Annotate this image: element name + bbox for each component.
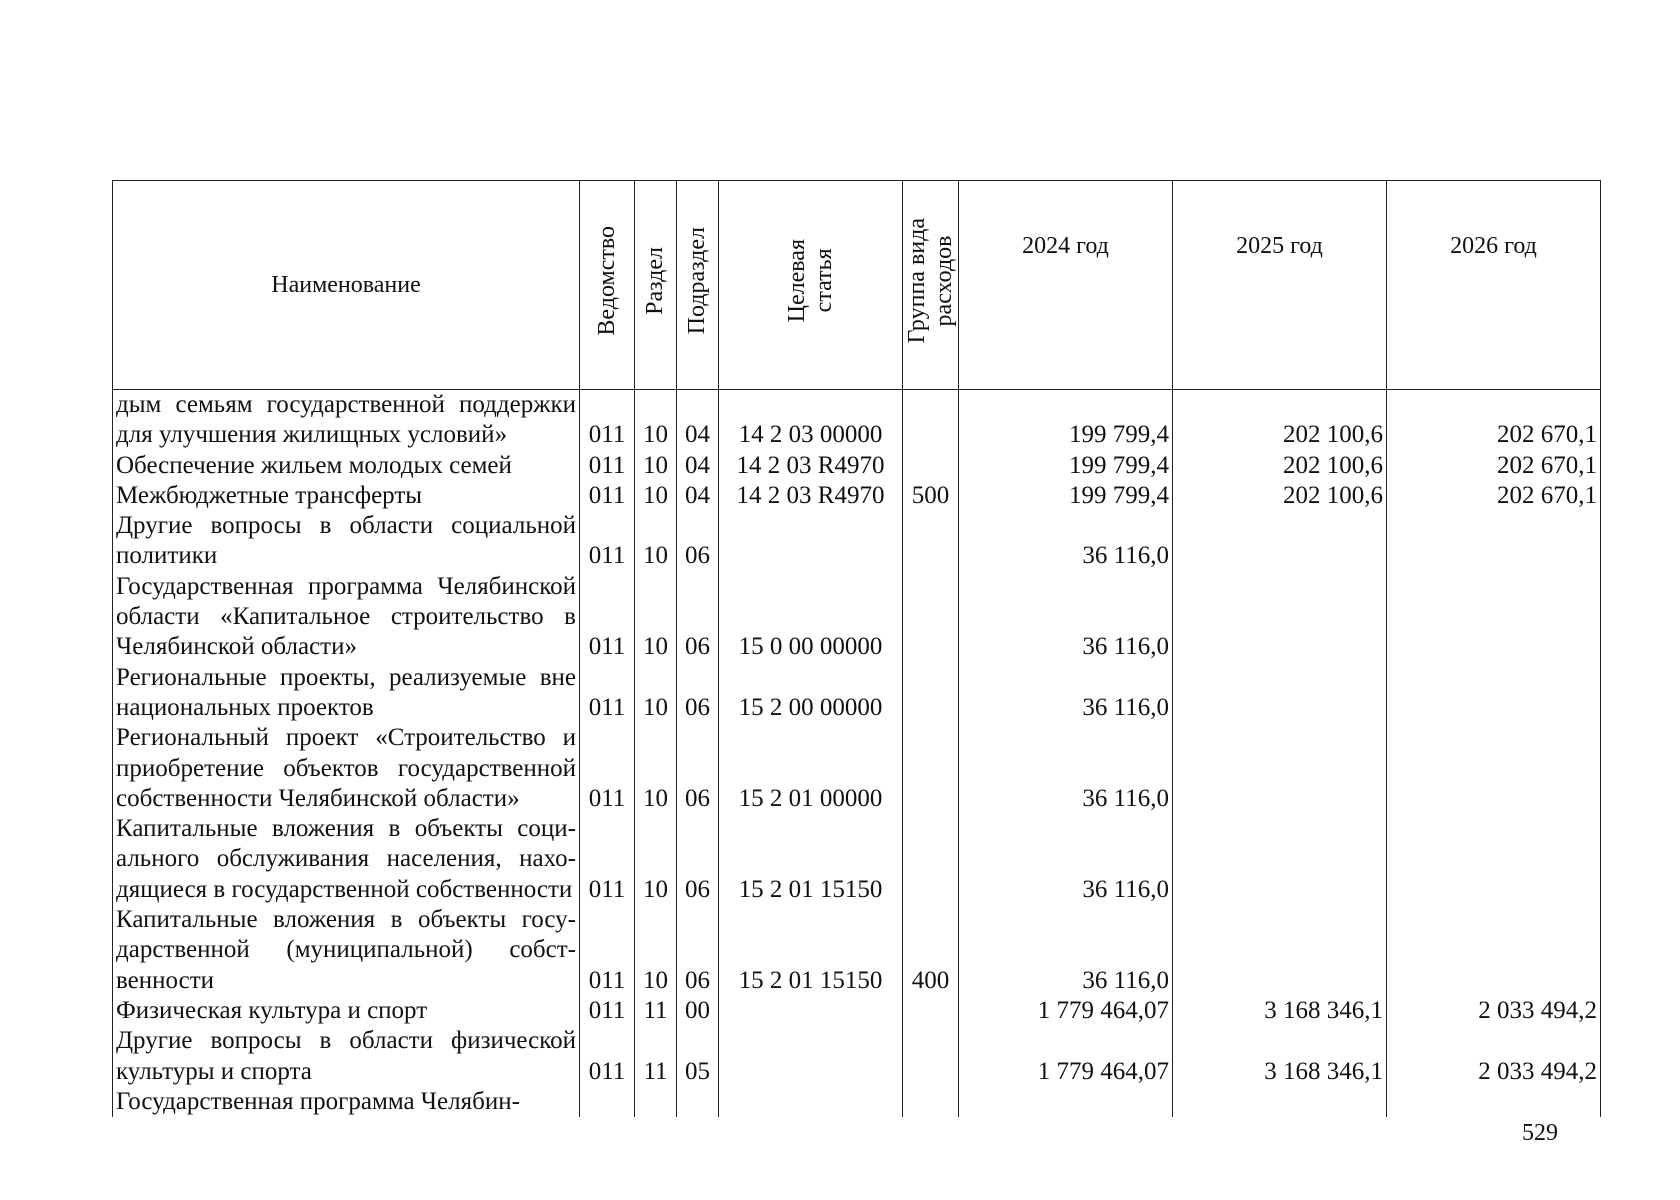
row-name: дым семьям государственной поддержки для улучшения жилищных условий» (113, 390, 580, 451)
table-row (113, 905, 1601, 996)
row-2025: 3 168 346,1 (1173, 996, 1387, 1026)
row-podrazdel: 04 (677, 481, 719, 511)
row-gruppa (903, 814, 959, 905)
row-2024: 36 116,0 (959, 814, 1173, 905)
row-vedomstvo: 011 (580, 572, 635, 663)
row-vedomstvo: 011 (580, 663, 635, 724)
row-gruppa (903, 1087, 959, 1117)
row-gruppa: 500 (903, 481, 959, 511)
row-2024: 1 779 464,07 (959, 1026, 1173, 1087)
header-vedomstvo (580, 181, 635, 390)
row-razdel: 10 (635, 723, 677, 814)
row-2026 (1387, 511, 1601, 572)
row-podrazdel: 04 (677, 390, 719, 451)
row-celevaya-statya: 14 2 03 00000 (719, 390, 903, 451)
row-vedomstvo: 011 (580, 511, 635, 572)
header-gruppa-line1: Группа вида (903, 218, 930, 344)
row-vedomstvo (580, 1087, 635, 1117)
row-2024: 36 116,0 (959, 572, 1173, 663)
header-name: Наименование (113, 181, 580, 390)
row-2025: 3 168 346,1 (1173, 1026, 1387, 1087)
header-2024: 2024 год (959, 181, 1173, 390)
table-body (113, 390, 1601, 1118)
row-razdel: 11 (635, 1026, 677, 1087)
header-razdel-label: Раздел (642, 246, 668, 315)
row-2025 (1173, 511, 1387, 572)
row-gruppa: 400 (903, 905, 959, 996)
row-razdel: 10 (635, 481, 677, 511)
row-2024: 199 799,4 (959, 481, 1173, 511)
row-name: Физическая культура и спорт (113, 996, 580, 1026)
table-row (113, 1026, 1601, 1087)
row-celevaya-statya: 15 0 00 00000 (719, 572, 903, 663)
row-2026 (1387, 1087, 1601, 1117)
row-2024: 36 116,0 (959, 905, 1173, 996)
row-name: Другие вопросы в области социальной политики (113, 511, 580, 572)
row-name: Государственная программа Челябин- (113, 1087, 580, 1117)
row-celevaya-statya: 15 2 01 15150 (719, 814, 903, 905)
header-vedomstvo-label: Ведомство (593, 226, 620, 336)
row-gruppa (903, 390, 959, 451)
table-row (113, 996, 1601, 1026)
header-gruppa-line2: расходов (930, 235, 957, 327)
row-2024: 199 799,4 (959, 451, 1173, 481)
row-2024: 36 116,0 (959, 723, 1173, 814)
header-razdel (635, 181, 677, 390)
row-podrazdel: 06 (677, 905, 719, 996)
budget-table (112, 180, 1601, 1117)
table-row (113, 390, 1601, 451)
row-gruppa (903, 451, 959, 481)
row-2026: 202 670,1 (1387, 481, 1601, 511)
table-row (113, 511, 1601, 572)
row-name: Другие вопросы в области физической культуры и спорта (113, 1026, 580, 1087)
row-gruppa (903, 511, 959, 572)
row-2025: 202 100,6 (1173, 451, 1387, 481)
table-row (113, 663, 1601, 724)
row-razdel: 10 (635, 905, 677, 996)
row-name: Капитальные вложения в объекты государственной (муниципальной) собственности (113, 905, 580, 996)
row-razdel: 10 (635, 663, 677, 724)
row-celevaya-statya: 14 2 03 R4970 (719, 481, 903, 511)
header-gruppa-label (904, 218, 958, 343)
header-podrazdel (677, 181, 719, 390)
row-celevaya-statya: 15 2 00 00000 (719, 663, 903, 724)
row-razdel: 10 (635, 511, 677, 572)
row-celevaya-statya (719, 511, 903, 572)
row-podrazdel: 04 (677, 451, 719, 481)
table-row (113, 814, 1601, 905)
row-podrazdel: 06 (677, 572, 719, 663)
row-vedomstvo: 011 (580, 451, 635, 481)
row-razdel: 10 (635, 814, 677, 905)
row-celevaya-statya: 15 2 01 15150 (719, 905, 903, 996)
row-razdel: 10 (635, 390, 677, 451)
row-name: Обеспечение жильем молодых семей (113, 451, 580, 481)
row-celevaya-statya: 14 2 03 R4970 (719, 451, 903, 481)
row-2025: 202 100,6 (1173, 390, 1387, 451)
row-name: Региональные проекты, реализуемые вне национальных проектов (113, 663, 580, 724)
row-2024: 36 116,0 (959, 663, 1173, 724)
table-row (113, 572, 1601, 663)
row-2026 (1387, 905, 1601, 996)
row-2026: 2 033 494,2 (1387, 996, 1601, 1026)
row-2025 (1173, 663, 1387, 724)
row-podrazdel: 06 (677, 663, 719, 724)
row-vedomstvo: 011 (580, 996, 635, 1026)
table-header (113, 181, 1601, 390)
row-2025 (1173, 1087, 1387, 1117)
table-row (113, 451, 1601, 481)
row-celevaya-statya: 15 2 01 00000 (719, 723, 903, 814)
row-vedomstvo: 011 (580, 814, 635, 905)
row-gruppa (903, 572, 959, 663)
row-razdel: 10 (635, 451, 677, 481)
row-2024: 1 779 464,07 (959, 996, 1173, 1026)
table-row (113, 723, 1601, 814)
row-podrazdel (677, 1087, 719, 1117)
header-celevaya-line2: статья (810, 248, 837, 313)
row-celevaya-statya (719, 1087, 903, 1117)
row-2026 (1387, 663, 1601, 724)
page-number: 529 (1522, 1120, 1558, 1146)
row-name: Капитальные вложения в объекты социального обслуживания населения, находящиеся в государственной собственности (113, 814, 580, 905)
row-razdel (635, 1087, 677, 1117)
row-name: Государственная программа Челябинской области «Капитальное строительство в Челябинской области» (113, 572, 580, 663)
row-2026: 202 670,1 (1387, 390, 1601, 451)
row-vedomstvo: 011 (580, 723, 635, 814)
header-podrazdel-label: Подраздел (684, 227, 710, 335)
row-podrazdel: 00 (677, 996, 719, 1026)
row-vedomstvo: 011 (580, 390, 635, 451)
row-2024 (959, 1087, 1173, 1117)
row-razdel: 10 (635, 572, 677, 663)
header-celevaya-statya-label (784, 239, 838, 322)
row-podrazdel: 06 (677, 723, 719, 814)
row-vedomstvo: 011 (580, 1026, 635, 1087)
row-name: Региональный проект «Строительство и приобретение объектов государственной собственности Челябинской области» (113, 723, 580, 814)
row-gruppa (903, 996, 959, 1026)
row-2025 (1173, 905, 1387, 996)
row-2024: 36 116,0 (959, 511, 1173, 572)
row-2026 (1387, 723, 1601, 814)
row-podrazdel: 06 (677, 511, 719, 572)
row-podrazdel: 06 (677, 814, 719, 905)
row-2026: 202 670,1 (1387, 451, 1601, 481)
row-gruppa (903, 663, 959, 724)
header-celevaya-statya (719, 181, 903, 390)
row-2025 (1173, 814, 1387, 905)
row-2025 (1173, 723, 1387, 814)
row-celevaya-statya (719, 1026, 903, 1087)
row-2025: 202 100,6 (1173, 481, 1387, 511)
table-row (113, 481, 1601, 511)
header-gruppa-vida-rashodov (903, 181, 959, 390)
row-2024: 199 799,4 (959, 390, 1173, 451)
row-vedomstvo: 011 (580, 481, 635, 511)
row-2026 (1387, 814, 1601, 905)
row-razdel: 11 (635, 996, 677, 1026)
table-row (113, 1087, 1601, 1117)
row-2026: 2 033 494,2 (1387, 1026, 1601, 1087)
header-2025: 2025 год (1173, 181, 1387, 390)
header-2026: 2026 год (1387, 181, 1601, 390)
row-gruppa (903, 1026, 959, 1087)
row-podrazdel: 05 (677, 1026, 719, 1087)
header-celevaya-line1: Целевая (783, 239, 810, 323)
row-2026 (1387, 572, 1601, 663)
row-gruppa (903, 723, 959, 814)
row-2025 (1173, 572, 1387, 663)
row-name: Межбюджетные трансферты (113, 481, 580, 511)
row-celevaya-statya (719, 996, 903, 1026)
row-vedomstvo: 011 (580, 905, 635, 996)
